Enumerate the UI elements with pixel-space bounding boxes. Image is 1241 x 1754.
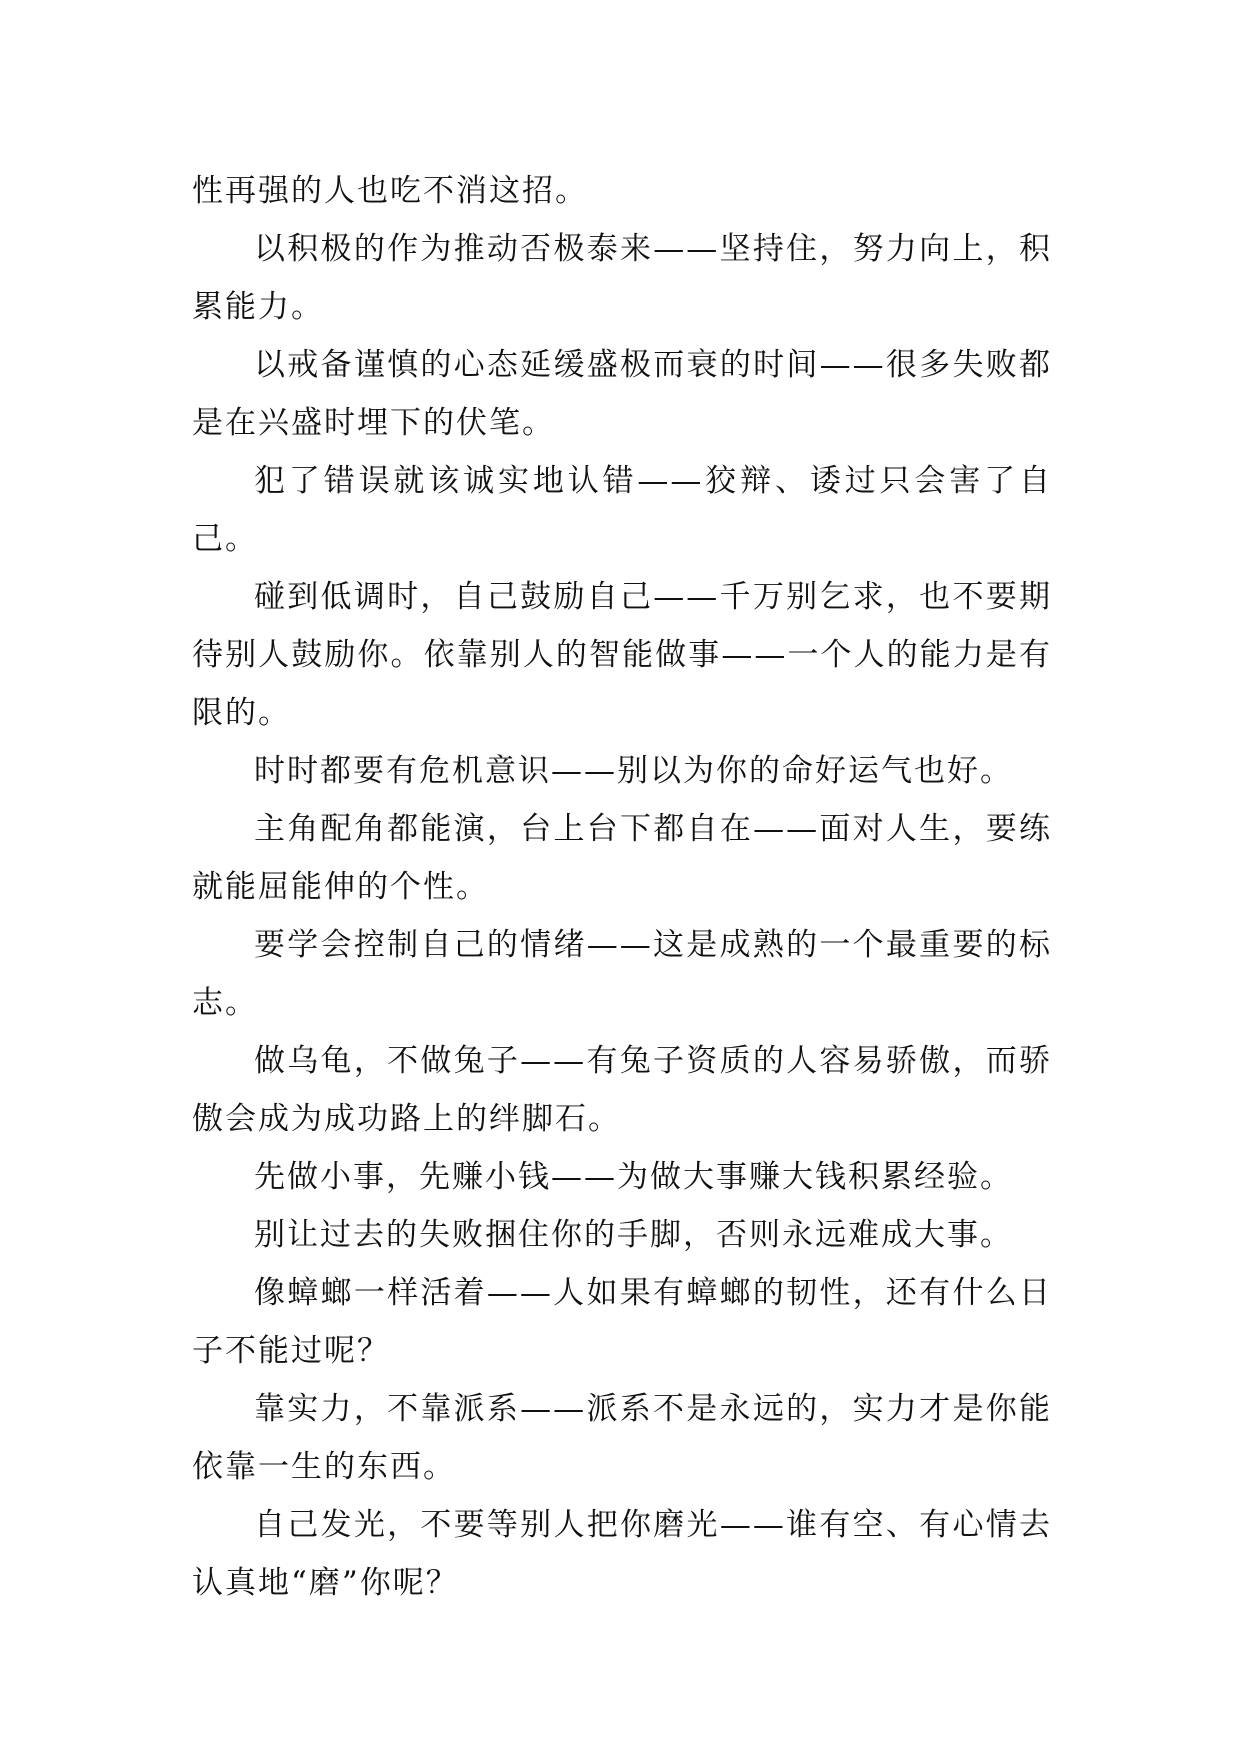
paragraph: 时时都要有危机意识——别以为你的命好运气也好。 bbox=[254, 753, 1013, 789]
paragraph: 先做小事，先赚小钱——为做大事赚大钱积累经验。 bbox=[254, 1159, 1013, 1195]
paragraph: 以积极的作为推动否极泰来——坚持住，努力向上，积累能力。 bbox=[192, 231, 1052, 325]
paragraph: 以戒备谨慎的心态延缓盛极而衰的时间——很多失败都是在兴盛时埋下的伏笔。 bbox=[192, 347, 1052, 441]
paragraph: 性再强的人也吃不消这招。 bbox=[192, 173, 588, 209]
paragraph: 别让过去的失败捆住你的手脚，否则永远难成大事。 bbox=[254, 1217, 1013, 1253]
paragraph: 犯了错误就该诚实地认错——狡辩、诿过只会害了自己。 bbox=[192, 463, 1052, 557]
paragraph: 像蟑螂一样活着——人如果有蟑螂的韧性，还有什么日子不能过呢？ bbox=[192, 1275, 1052, 1369]
document-body bbox=[192, 162, 1052, 1612]
paragraph: 要学会控制自己的情绪——这是成熟的一个最重要的标志。 bbox=[192, 927, 1052, 1021]
paragraph: 自己发光，不要等别人把你磨光——谁有空、有心情去认真地“磨”你呢？ bbox=[192, 1507, 1052, 1601]
paragraph: 做乌龟，不做兔子——有兔子资质的人容易骄傲，而骄傲会成为成功路上的绊脚石。 bbox=[192, 1043, 1052, 1137]
paragraph: 靠实力，不靠派系——派系不是永远的，实力才是你能依靠一生的东西。 bbox=[192, 1391, 1052, 1485]
paragraph: 碰到低调时，自己鼓励自己——千万别乞求，也不要期待别人鼓励你。依靠别人的智能做事——一个人的能力是有限的。 bbox=[192, 579, 1052, 731]
paragraph: 主角配角都能演，台上台下都自在——面对人生，要练就能屈能伸的个性。 bbox=[192, 811, 1052, 905]
